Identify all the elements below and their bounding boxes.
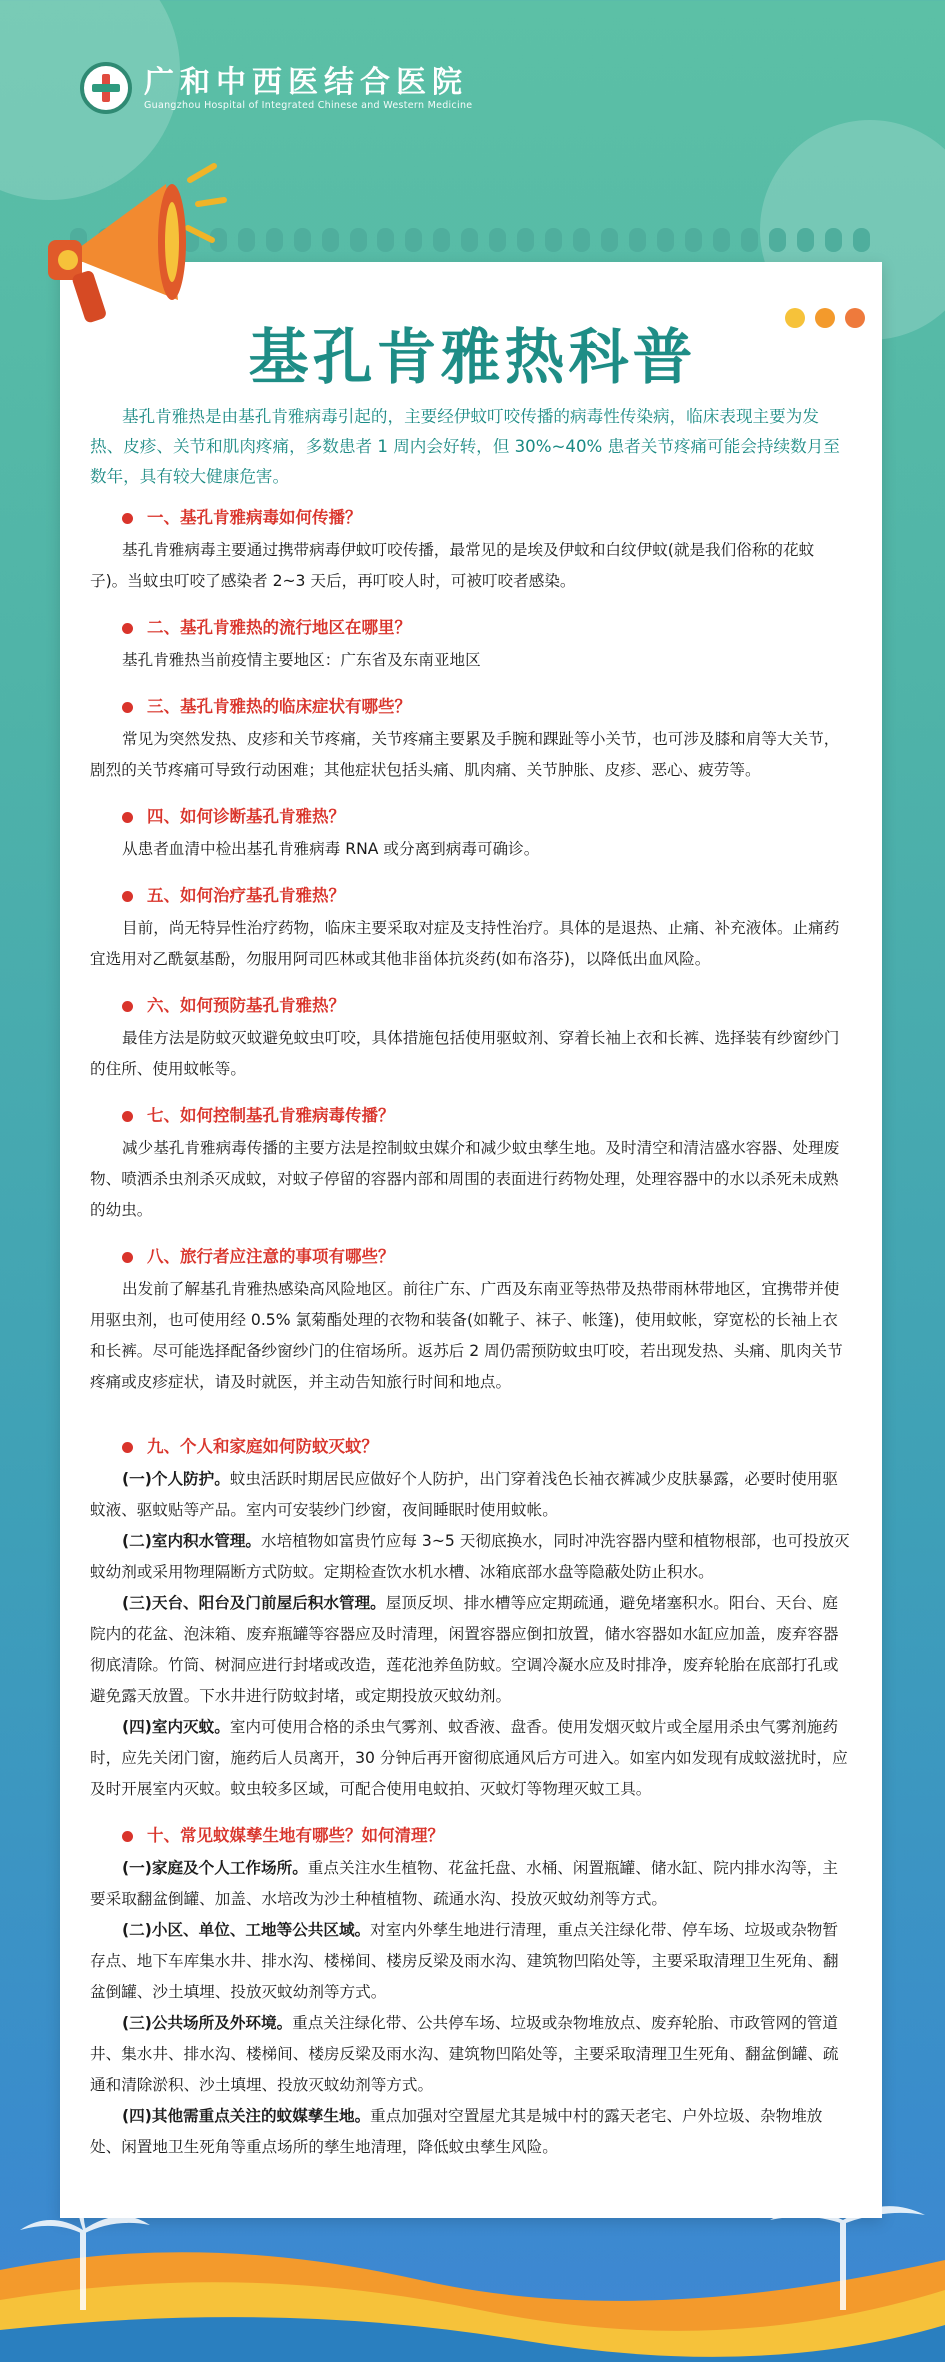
hospital-name-en: Guangzhou Hospital of Integrated Chinese and Western Medicine: [144, 99, 473, 111]
bullet-icon: [122, 513, 133, 524]
section-heading-text: 二、基孔肯雅热的流行地区在哪里？: [147, 618, 411, 637]
hospital-name-cn: 广和中西医结合医院: [144, 64, 468, 100]
subsection-paragraph: [90, 1712, 850, 1805]
section-heading-text: 九、个人和家庭如何防蚊灭蚊？: [147, 1437, 378, 1456]
section-heading-text: 一、基孔肯雅病毒如何传播？: [147, 508, 362, 527]
subsection-paragraph: [90, 1464, 850, 1526]
section-heading: [90, 505, 850, 531]
subsection-text: 对室内外孳生地进行清理，重点关注绿化带、停车场、垃圾或杂物暂存点、地下车库集水井、排水沟、楼梯间、楼房反梁及雨水沟、建筑物凹陷处等，主要采取清理卫生死角、翻盆倒罐、沙土填埋、投放灭蚊幼剂等方式。: [90, 1921, 839, 2001]
subsection-paragraph: [90, 2008, 850, 2101]
section-heading-text: 八、旅行者应注意的事项有哪些？: [147, 1247, 395, 1266]
section-heading-text: 六、如何预防基孔肯雅热？: [147, 996, 345, 1015]
section-heading-text: 四、如何诊断基孔肯雅热？: [147, 807, 345, 826]
bullet-icon: [122, 702, 133, 713]
page-title: 基孔肯雅热科普: [248, 323, 697, 393]
section-paragraph: 从患者血清中检出基孔肯雅病毒 RNA 或分离到病毒可确诊。: [122, 840, 540, 858]
hospital-emblem-icon: [80, 62, 132, 114]
subsection-lead: (四)其他需重点关注的蚊媒孳生地。: [122, 2107, 371, 2125]
section-paragraph: 目前，尚无特异性治疗药物，临床主要采取对症及支持性治疗。具体的是退热、止痛、补充液体。止痛药宜选用对乙酰氨基酚，勿服用阿司匹林或其他非甾体抗炎药(如布洛芬)，以降低出血风险。: [90, 919, 840, 968]
section-heading-text: 五、如何治疗基孔肯雅热？: [147, 886, 345, 905]
subsection-text: 重点加强对空置屋尤其是城中村的露天老宅、户外垃圾、杂物堆放处、闲置地卫生死角等重点场所的孳生地清理，降低蚊虫孳生风险。: [90, 2107, 823, 2156]
subsection-lead: (二)室内积水管理。: [122, 1532, 262, 1550]
subsection-lead: (一)个人防护。: [122, 1470, 230, 1488]
bullet-icon: [122, 891, 133, 902]
subsection-lead: (二)小区、单位、工地等公共区域。: [122, 1921, 371, 1939]
subsection-lead: (一)家庭及个人工作场所。: [122, 1859, 308, 1877]
bullet-icon: [122, 623, 133, 634]
section-paragraph: 基孔肯雅热当前疫情主要地区：广东省及东南亚地区: [122, 651, 481, 669]
bullet-icon: [122, 1001, 133, 1012]
subsection-lead: (四)室内灭蚊。: [122, 1718, 230, 1736]
section-paragraph: 基孔肯雅病毒主要通过携带病毒伊蚊叮咬传播，最常见的是埃及伊蚊和白纹伊蚊(就是我们俗称的花蚊子)。当蚊虫叮咬了感染者 2~3 天后，再叮咬人时，可被叮咬者感染。: [90, 541, 815, 590]
subsection-lead: (三)天台、阳台及门前屋后积水管理。: [122, 1594, 386, 1612]
megaphone-icon: [38, 160, 228, 330]
section-paragraph: 最佳方法是防蚊灭蚊避免蚊虫叮咬，具体措施包括使用驱蚊剂、穿着长袖上衣和长裤、选择装有纱窗纱门的住所、使用蚊帐等。: [90, 1029, 840, 1078]
subsection-text: 屋顶反坝、排水槽等应定期疏通，避免堵塞积水。阳台、天台、庭院内的花盆、泡沫箱、废弃瓶罐等容器应及时清理，闲置容器应倒扣放置，储水容器如水缸应加盖，废弃容器彻底清除。竹筒、树洞应进行封堵或改造，莲花池养鱼防蚊。空调冷凝水应及时排净，废弃轮胎在底部打孔或避免露天放置。下水井进行防蚊封堵，或定期投放灭蚊幼剂。: [90, 1594, 839, 1705]
subsection-paragraph: [90, 1526, 850, 1588]
intro-paragraph: 基孔肯雅热是由基孔肯雅病毒引起的，主要经伊蚊叮咬传播的病毒性传染病，临床表现主要为发热、皮疹、关节和肌肉疼痛，多数患者 1 周内会好转，但 30%~40% 患者关节疼痛可能会持续数月至数年，具有较大健康危害。: [90, 407, 840, 486]
subsection-paragraph: [90, 2101, 850, 2163]
bullet-icon: [122, 1442, 133, 1453]
subsection-text: 蚊虫活跃时期居民应做好个人防护，出门穿着浅色长袖衣裤减少皮肤暴露，必要时使用驱蚊液、驱蚊贴等产品。室内可安装纱门纱窗，夜间睡眠时使用蚊帐。: [90, 1470, 838, 1519]
section-heading: [90, 1244, 850, 1270]
subsection-paragraph: [90, 1588, 850, 1712]
section-heading: [90, 883, 850, 909]
section-heading: [90, 804, 850, 830]
section-heading-text: 三、基孔肯雅热的临床症状有哪些？: [147, 697, 411, 716]
section-heading: [90, 615, 850, 641]
section-heading-text: 十、常见蚊媒孳生地有哪些？如何清理？: [147, 1826, 444, 1845]
section-heading-text: 七、如何控制基孔肯雅病毒传播？: [147, 1106, 395, 1125]
section-heading: [90, 993, 850, 1019]
article-body: [90, 505, 850, 2181]
section-heading: [90, 1823, 850, 1849]
subsection-text: 室内可使用合格的杀虫气雾剂、蚊香液、盘香。使用发烟灭蚊片或全屋用杀虫气雾剂施药时，应先关闭门窗，施药后人员离开，30 分钟后再开窗彻底通风后方可进入。如室内如发现有成蚊滋扰时，应及时开展室内灭蚊。蚊虫较多区域，可配合使用电蚊拍、灭蚊灯等物理灭蚊工具。: [90, 1718, 848, 1798]
section-heading: [90, 694, 850, 720]
subsection-text: 水培植物如富贵竹应每 3~5 天彻底换水，同时冲洗容器内壁和植物根部，也可投放灭蚊幼剂或采用物理隔断方式防蚊。定期检查饮水机水槽、冰箱底部水盘等隐蔽处防止积水。: [90, 1532, 850, 1581]
section-paragraph: 常见为突然发热、皮疹和关节疼痛，关节疼痛主要累及手腕和踝趾等小关节，也可涉及膝和肩等大关节，剧烈的关节疼痛可导致行动困难；其他症状包括头痛、肌肉痛、关节肿胀、皮疹、恶心、疲劳等。: [90, 730, 840, 779]
section-paragraph: 出发前了解基孔肯雅热感染高风险地区。前往广东、广西及东南亚等热带及热带雨林带地区，宜携带并使用驱虫剂，也可使用经 0.5% 氯菊酯处理的衣物和装备(如靴子、袜子、帐篷)，使用蚊帐，穿宽松的长袖上衣和长裤。尽可能选择配备纱窗纱门的住宿场所。返苏后 2 周仍需预防蚊虫叮咬，若出现发热、头痛、肌肉关节疼痛或皮疹症状，请及时就医，并主动告知旅行时间和地点。: [90, 1280, 843, 1391]
subsection-text: 重点关注绿化带、公共停车场、垃圾或杂物堆放点、废弃轮胎、市政管网的管道井、集水井、排水沟、楼梯间、楼房反梁及雨水沟、建筑物凹陷处等，主要采取清理卫生死角、翻盆倒罐、疏通和清除淤积、沙土填埋、投放灭蚊幼剂等方式。: [90, 2014, 839, 2094]
subsection-lead: (三)公共场所及外环境。: [122, 2014, 293, 2032]
subsection-paragraph: [90, 1853, 850, 1915]
bullet-icon: [122, 812, 133, 823]
subsection-paragraph: [90, 1915, 850, 2008]
hospital-logo: [80, 62, 472, 114]
section-heading: [90, 1434, 850, 1460]
subsection-text: 重点关注水生植物、花盆托盘、水桶、闲置瓶罐、储水缸、院内排水沟等，主要采取翻盆倒罐、加盖、水培改为沙土种植植物、疏通水沟、投放灭蚊幼剂等方式。: [90, 1859, 838, 1908]
bullet-icon: [122, 1831, 133, 1842]
section-paragraph: 减少基孔肯雅病毒传播的主要方法是控制蚊虫媒介和减少蚊虫孳生地。及时清空和清洁盛水容器、处理废物、喷洒杀虫剂杀灭成蚊，对蚊子停留的容器内部和周围的表面进行药物处理，处理容器中的水以杀死未成熟的幼虫。: [90, 1139, 840, 1219]
section-heading: [90, 1103, 850, 1129]
bullet-icon: [122, 1252, 133, 1263]
bullet-icon: [122, 1111, 133, 1122]
bottom-beach-decoration: [0, 2190, 945, 2362]
